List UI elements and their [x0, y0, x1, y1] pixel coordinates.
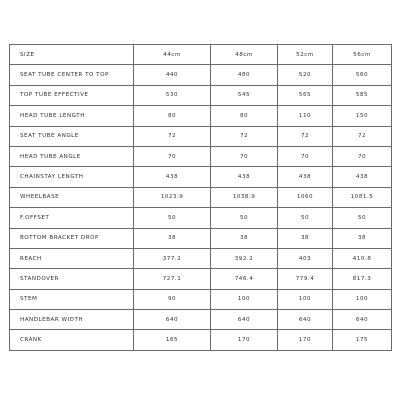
- table-cell: 50: [211, 208, 278, 228]
- table-cell: 38: [134, 228, 211, 248]
- table-row: [10, 85, 392, 105]
- table-cell: 640: [211, 310, 278, 330]
- table-cell: 438: [333, 167, 392, 187]
- table-cell: 50: [333, 208, 392, 228]
- table-cell: 438: [211, 167, 278, 187]
- table-cell: 640: [278, 310, 333, 330]
- table-cell: 817.3: [333, 269, 392, 289]
- table-cell: 70: [278, 146, 333, 166]
- table-cell: 727.1: [134, 269, 211, 289]
- table-cell: 100: [278, 289, 333, 309]
- table-cell: 640: [134, 310, 211, 330]
- table-cell: 520: [278, 65, 333, 85]
- table-cell: 70: [211, 146, 278, 166]
- row-label: F.OFFSET: [10, 208, 134, 228]
- table-row: [10, 208, 392, 228]
- table-row: [10, 248, 392, 268]
- row-label: TOP TUBE EFFECTIVE: [10, 85, 134, 105]
- table-cell: 150: [333, 106, 392, 126]
- table-row: [10, 167, 392, 187]
- table-cell: 1023.9: [134, 187, 211, 207]
- header-size-label: SIZE: [10, 45, 134, 65]
- row-label: CHAINSTAY LENGTH: [10, 167, 134, 187]
- header-row: [10, 45, 392, 65]
- row-label: WHEELBASE: [10, 187, 134, 207]
- table-cell: 170: [211, 330, 278, 350]
- table-cell: 438: [134, 167, 211, 187]
- table-row: [10, 65, 392, 85]
- table-row: [10, 187, 392, 207]
- row-label: CRANK: [10, 330, 134, 350]
- table-cell: 377.2: [134, 248, 211, 268]
- table-cell: 565: [278, 85, 333, 105]
- table-cell: 50: [134, 208, 211, 228]
- table-cell: 165: [134, 330, 211, 350]
- table-cell: 440: [134, 65, 211, 85]
- table-cell: 80: [134, 106, 211, 126]
- table-cell: 392.2: [211, 248, 278, 268]
- table-cell: 560: [333, 65, 392, 85]
- table-cell: 80: [211, 106, 278, 126]
- table-cell: 410.8: [333, 248, 392, 268]
- table-cell: 438: [278, 167, 333, 187]
- table-cell: 38: [278, 228, 333, 248]
- table-cell: 545: [211, 85, 278, 105]
- table-cell: 72: [134, 126, 211, 146]
- table-row: [10, 106, 392, 126]
- table-cell: 1038.9: [211, 187, 278, 207]
- table-row: [10, 228, 392, 248]
- header-size-52cm: 52cm: [278, 45, 333, 65]
- table-cell: 38: [211, 228, 278, 248]
- table-cell: 100: [211, 289, 278, 309]
- table-cell: 72: [211, 126, 278, 146]
- table-cell: 746.4: [211, 269, 278, 289]
- row-label: BOTTOM BRACKET DROP: [10, 228, 134, 248]
- table-cell: 1060: [278, 187, 333, 207]
- table-cell: 585: [333, 85, 392, 105]
- table-cell: 110: [278, 106, 333, 126]
- header-size-48cm: 48cm: [211, 45, 278, 65]
- table-cell: 480: [211, 65, 278, 85]
- table-cell: 403: [278, 248, 333, 268]
- table-cell: 779.4: [278, 269, 333, 289]
- table-row: [10, 126, 392, 146]
- row-label: HEAD TUBE ANGLE: [10, 146, 134, 166]
- table-row: [10, 289, 392, 309]
- header-size-44cm: 44cm: [134, 45, 211, 65]
- table-cell: 72: [333, 126, 392, 146]
- table-cell: 50: [278, 208, 333, 228]
- table-row: [10, 146, 392, 166]
- table-cell: 70: [333, 146, 392, 166]
- table-cell: 1081.5: [333, 187, 392, 207]
- table-cell: 530: [134, 85, 211, 105]
- table-row: [10, 269, 392, 289]
- row-label: STANDOVER: [10, 269, 134, 289]
- geometry-table-body: [10, 45, 392, 351]
- row-label: SEAT TUBE CENTER TO TOP: [10, 65, 134, 85]
- table-row: [10, 330, 392, 350]
- table-row: [10, 310, 392, 330]
- table-cell: 640: [333, 310, 392, 330]
- row-label: HEAD TUBE LENGTH: [10, 106, 134, 126]
- table-cell: 175: [333, 330, 392, 350]
- row-label: HANDLEBAR WIDTH: [10, 310, 134, 330]
- table-cell: 70: [134, 146, 211, 166]
- row-label: REACH: [10, 248, 134, 268]
- table-cell: 72: [278, 126, 333, 146]
- table-cell: 38: [333, 228, 392, 248]
- row-label: SEAT TUBE ANGLE: [10, 126, 134, 146]
- table-cell: 170: [278, 330, 333, 350]
- table-cell: 90: [134, 289, 211, 309]
- row-label: STEM: [10, 289, 134, 309]
- table-cell: 100: [333, 289, 392, 309]
- geometry-table: [9, 44, 392, 351]
- header-size-56cm: 56cm: [333, 45, 392, 65]
